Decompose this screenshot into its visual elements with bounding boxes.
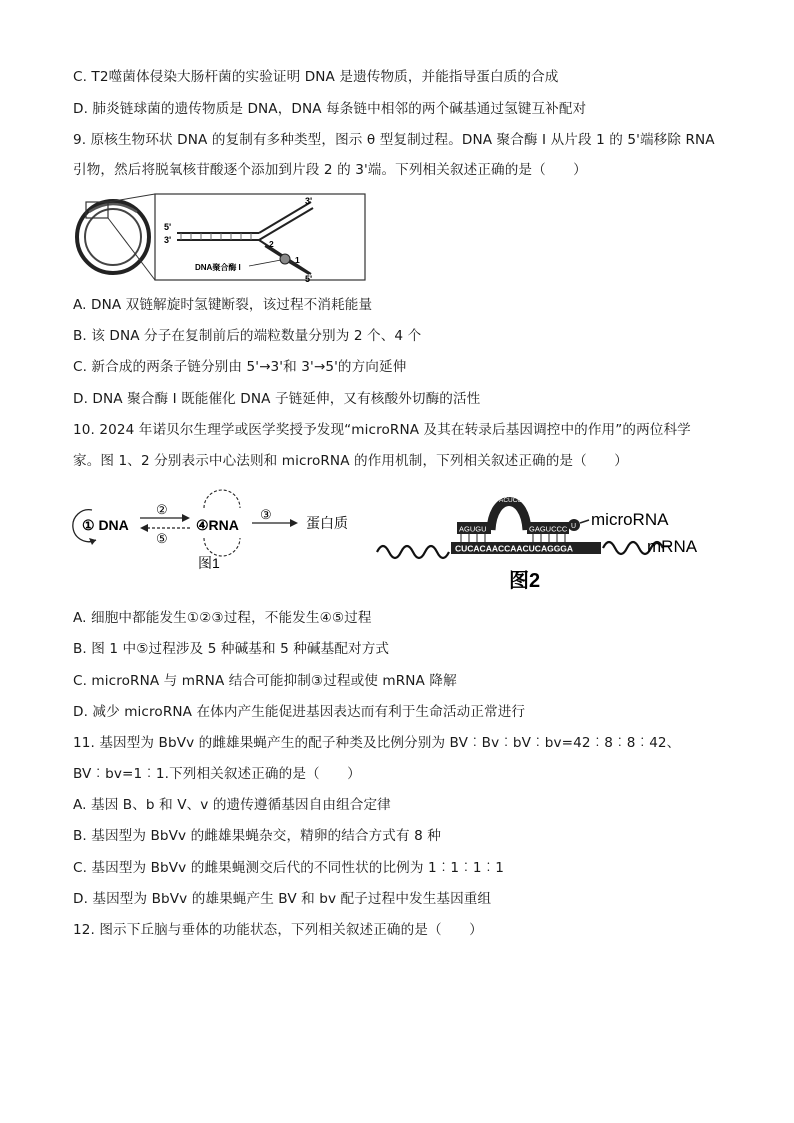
label-3prime-top: 3' (305, 196, 313, 206)
option-11d: D. 基因型为 BbVv 的雄果蝇产生 BV 和 bv 配子过程中发生基因重组 (73, 891, 492, 907)
question-10-stem-2: 家。图 1、2 分别表示中心法则和 microRNA 的作用机制，下列相关叙述正确的是（ ） (73, 453, 628, 469)
caption-figure-2: 图2 (509, 570, 541, 590)
option-11c: C. 基因型为 BbVv 的雌果蝇测交后代的不同性状的比例为 1︰1︰1︰1 (73, 860, 505, 876)
label-dna-polymerase: DNA聚合酶 I (195, 263, 241, 272)
question-12-stem: 12. 图示下丘脑与垂体的功能状态，下列相关叙述正确的是（ ） (73, 922, 483, 938)
microrna-seq-loop: ACUCC (499, 497, 523, 504)
microrna-seq-tail: U (571, 523, 577, 530)
figure-q10-microrna-mechanism (375, 490, 715, 590)
caption-figure-1: 图1 (198, 555, 220, 571)
label-mrna: mRNA (647, 537, 698, 556)
microrna-seq-right: GAGUCCC (529, 524, 568, 534)
option-11b: B. 基因型为 BbVv 的雌雄果蝇杂交，精卵的结合方式有 8 种 (73, 828, 441, 844)
question-11-stem-2: BV︰bv=1︰1.下列相关叙述正确的是（ ） (73, 766, 361, 782)
label-5prime-bottom: 5' (305, 274, 313, 284)
option-8c: C. T2噬菌体侵染大肠杆菌的实验证明 DNA 是遗传物质，并能指导蛋白质的合成 (73, 69, 559, 85)
option-9d: D. DNA 聚合酶 I 既能催化 DNA 子链延伸，又有核酸外切酶的活性 (73, 391, 481, 407)
figure-q9-theta-replication (73, 190, 373, 285)
option-10c: C. microRNA 与 mRNA 结合可能抑制③过程或使 mRNA 降解 (73, 673, 457, 689)
option-9b: B. 该 DNA 分子在复制前后的端粒数量分别为 2 个、4 个 (73, 328, 422, 344)
label-fragment-2: 2 (269, 239, 274, 249)
label-3prime-left: 3' (164, 235, 172, 245)
label-5prime-left: 5' (164, 222, 172, 232)
option-8d: D. 肺炎链球菌的遗传物质是 DNA，DNA 每条链中相邻的两个碱基通过氢键互补配对 (73, 101, 587, 117)
option-11a: A. 基因 B、b 和 V、v 的遗传遵循基因自由组合定律 (73, 797, 391, 813)
option-9c: C. 新合成的两条子链分别由 5'→3'和 3'→5'的方向延伸 (73, 359, 407, 375)
mrna-sequence: CUCACAACCAACUCAGGGA (455, 543, 574, 554)
option-9a: A. DNA 双链解旋时氢键断裂，该过程不消耗能量 (73, 297, 373, 313)
label-step-2: ② (156, 502, 168, 517)
microrna-seq-left: AGUGU (459, 524, 487, 534)
label-dna: ① DNA (82, 517, 129, 533)
figure-q10-central-dogma (70, 488, 370, 588)
label-microrna: microRNA (591, 510, 669, 529)
option-10b: B. 图 1 中⑤过程涉及 5 种碱基和 5 种碱基配对方式 (73, 641, 390, 657)
label-rna: ④RNA (196, 517, 239, 533)
option-10d: D. 减少 microRNA 在体内产生能促进基因表达而有利于生命活动正常进行 (73, 704, 526, 720)
label-step-3: ③ (260, 507, 272, 522)
label-protein: 蛋白质 (306, 515, 348, 531)
label-fragment-1: 1 (295, 255, 300, 265)
label-step-5: ⑤ (156, 531, 168, 546)
question-11-stem-1: 11. 基因型为 BbVv 的雌雄果蝇产生的配子种类及比例分别为 BV︰Bv︰bV︰bv=42︰8︰8︰42、 (73, 735, 681, 751)
option-10a: A. 细胞中都能发生①②③过程，不能发生④⑤过程 (73, 610, 372, 626)
question-10-stem-1: 10. 2024 年诺贝尔生理学或医学奖授予发现“microRNA 及其在转录后基因调控中的作用”的两位科学 (73, 422, 691, 438)
question-9-stem-2: 引物，然后将脱氧核苷酸逐个添加到片段 2 的 3'端。下列相关叙述正确的是（ ） (73, 162, 587, 178)
question-9-stem-1: 9. 原核生物环状 DNA 的复制有多种类型，图示 θ 型复制过程。DNA 聚合酶 I 从片段 1 的 5'端移除 RNA (73, 132, 715, 148)
